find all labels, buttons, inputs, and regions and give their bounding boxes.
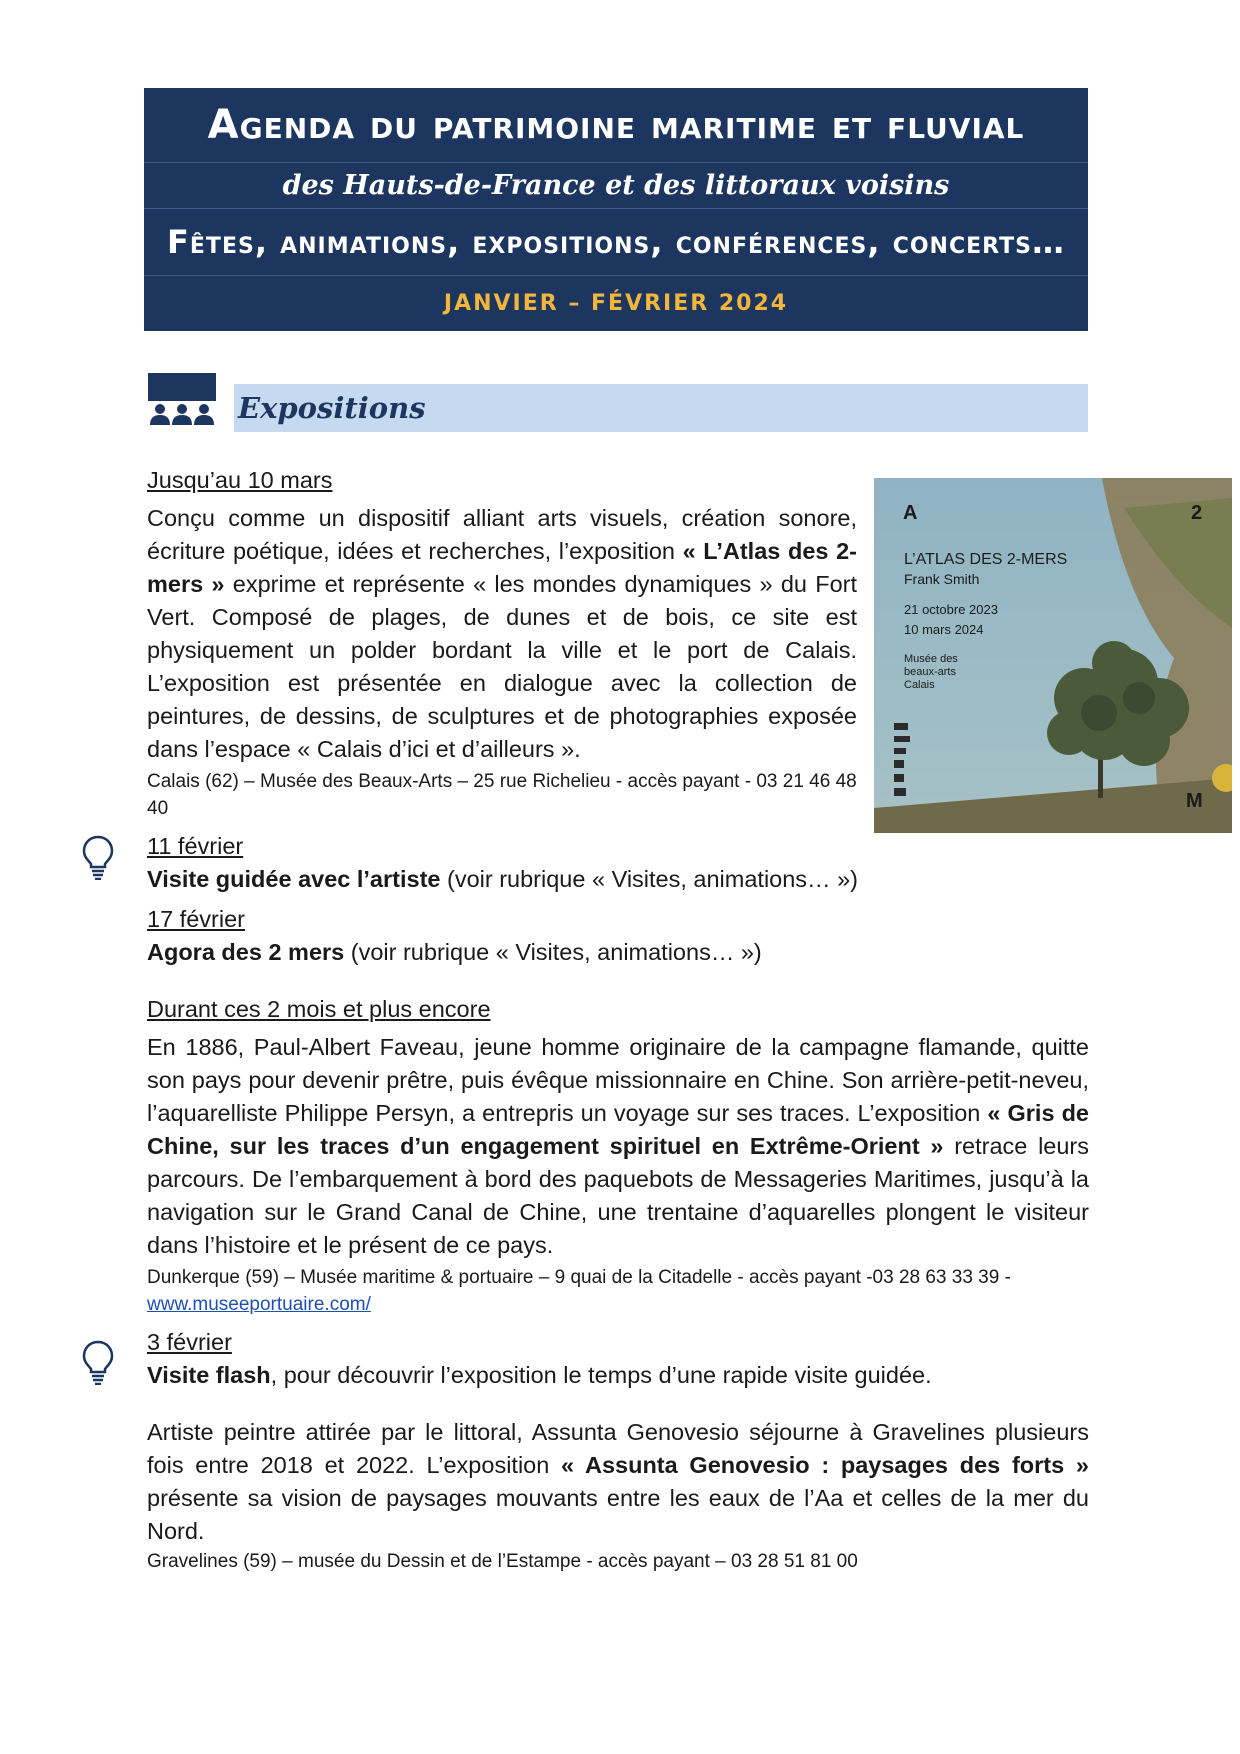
expo1-date: Jusqu’au 10 mars	[147, 467, 333, 493]
poster-venue-line3: Calais	[904, 679, 935, 691]
event-line	[147, 936, 1047, 969]
poster-letter-2: 2	[1191, 502, 1203, 524]
event-date: 3 février	[147, 1329, 232, 1355]
expo3-description	[147, 1416, 1089, 1548]
event-date: 11 février	[147, 833, 244, 859]
agenda-period: JANVIER – FÉVRIER 2024	[443, 291, 789, 316]
expo2-date: Durant ces 2 mois et plus encore	[147, 996, 491, 1022]
expo3-text-before: Artiste peintre attirée par le littoral, Assunta Genovesio séjourne à Gravelines plusieurs fois entre 2018 et 2022. L’exposition	[147, 1419, 1089, 1478]
poster-date-end: 10 mars 2024	[904, 622, 984, 637]
expo2-title: « Gris de Chine, sur les traces d’un engagement spirituel en Extrême-Orient »	[147, 1100, 1089, 1159]
agenda-categories: Fêtes, animations, expositions, conférences, concerts…	[167, 223, 1065, 261]
expo3-title: « Assunta Genovesio : paysages des forts »	[561, 1452, 1089, 1478]
expo2-description	[147, 1031, 1089, 1262]
event-title: Visite flash	[147, 1362, 271, 1388]
event-title: Agora des 2 mers	[147, 939, 345, 965]
event-note: (voir rubrique « Visites, animations… »)	[344, 939, 762, 965]
expo2-link-line	[147, 1291, 371, 1318]
audience-icon	[148, 373, 216, 429]
expo1-description	[147, 502, 857, 766]
expo2-info: Dunkerque (59) – Musée maritime & portuaire – 9 quai de la Citadelle - accès payant -03 28 63 33 39 -	[147, 1267, 1011, 1288]
event-title: Visite guidée avec l’artiste	[147, 866, 441, 892]
poster-venue-line1: Musée des	[904, 653, 958, 665]
event-line	[147, 1359, 1087, 1392]
agenda-title: Agenda du patrimoine maritime et fluvial	[207, 102, 1025, 148]
event-line	[147, 863, 1047, 896]
header-banner	[144, 88, 1088, 331]
atlas-poster	[874, 478, 1232, 833]
poster-author: Frank Smith	[904, 571, 980, 587]
expo2-text-before: En 1886, Paul-Albert Faveau, jeune homme originaire de la campagne flamande, quitte son pays pour devenir prêtre, puis évêque missionnaire en Chine. Son arrière-petit-neveu, l’aquarelliste Philippe Persyn, a entrepris un voyage sur ses traces. L’exposition	[147, 1034, 1089, 1126]
event-date: 17 février	[147, 906, 245, 932]
expo3-text-after: présente sa vision de paysages mouvants entre les eaux de l’Aa et celles de la mer du Nord.	[147, 1485, 1089, 1544]
poster-letter-m: M	[1186, 790, 1203, 812]
section-header	[234, 384, 1088, 432]
museum-website-link[interactable]: www.museeportuaire.com/	[147, 1294, 371, 1315]
expo1-text-before: Conçu comme un dispositif alliant arts visuels, création sonore, écriture poétique, idées et recherches, l’exposition	[147, 505, 857, 564]
expo3-info: Gravelines (59) – musée du Dessin et de l’Estampe - accès payant – 03 28 51 81 00	[147, 1551, 858, 1572]
expo1-text-after: exprime et représente « les mondes dynamiques » du Fort Vert. Composé de plages, de dunes et de bois, ce site est physiquement un polder bordant la ville et le port de Calais. L’exposition est présentée en dialogue avec la collection de peintures, de dessins, de sculptures et de photographies exposée dans l’espace « Calais d’ici et d’ailleurs ».	[147, 571, 858, 762]
expo2-text-after: retrace leurs parcours. De l’embarquement à bord des paquebots de Messageries Maritimes, jusqu’à la navigation sur le Grand Canal de Chine, une trentaine d’aquarelles plongent le visiteur dans l’histoire et le présent de ce pays.	[147, 1133, 1090, 1258]
lightbulb-icon	[81, 834, 115, 880]
poster-letter-a: A	[903, 502, 918, 524]
lightbulb-icon	[81, 1339, 115, 1385]
expo1-info: Calais (62) – Musée des Beaux-Arts – 25 rue Richelieu - accès payant - 03 21 46 48 40	[147, 771, 857, 819]
agenda-subtitle: des Hauts-de-France et des littoraux voisins	[282, 170, 950, 201]
poster-title: L’ATLAS DES 2-MERS	[904, 551, 1068, 568]
poster-date-start: 21 octobre 2023	[904, 602, 998, 617]
event-note: , pour découvrir l’exposition le temps d’une rapide visite guidée.	[270, 1362, 932, 1388]
section-title: Expositions	[238, 391, 426, 425]
expo1-title: « L’Atlas des 2-mers »	[147, 538, 857, 597]
poster-venue-line2: beaux-arts	[904, 666, 956, 678]
event-note: (voir rubrique « Visites, animations… »)	[440, 866, 858, 892]
